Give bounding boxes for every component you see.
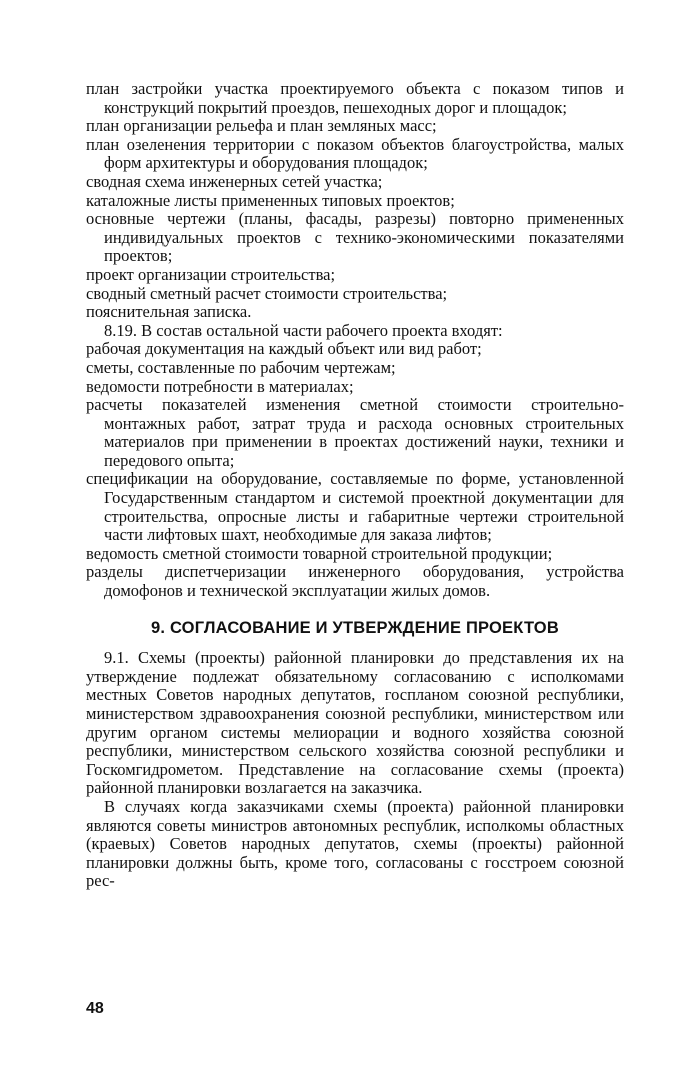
clause-8-19: 8.19. В состав остальной части рабочего проекта входят: [104, 320, 503, 340]
list-item: разделы диспетчеризации инженерного оборудования, устройства домофонов и технической эксплуатации жилых домов. [86, 562, 624, 601]
list-item: план озеленения территории с показом объектов благоустройства, малых форм архитектуры и оборудования площадок; [86, 134, 624, 173]
list-item: рабочая документация на каждый объект или вид работ; [86, 339, 482, 359]
list-item: проект организации строительства; [86, 264, 336, 284]
section-heading: 9. СОГЛАСОВАНИЕ И УТВЕРЖДЕНИЕ ПРОЕКТОВ [151, 618, 559, 637]
page-number: 48 [86, 1000, 104, 1017]
list-item: сметы, составленные по рабочим чертежам; [86, 357, 396, 377]
list-item: сводная схема инженерных сетей участка; [86, 171, 383, 191]
list-item: спецификации на оборудование, составляемые по форме, установленной Государственным стандартом и системой проектной документации для строительства, опросные листы и габаритные чертежи строительной части лифтовых шахт, необходимые для заказа лифтов; [86, 469, 624, 545]
list-item: ведомости потребности в материалах; [86, 376, 354, 396]
list-item: каталожные листы примененных типовых проектов; [86, 190, 455, 210]
list-item: сводный сметный расчет стоимости строительства; [86, 283, 448, 303]
list-item: план организации рельефа и план земляных масс; [86, 116, 437, 136]
list-item: ведомость сметной стоимости товарной строительной продукции; [86, 543, 553, 563]
document-page [86, 80, 624, 891]
list-item: пояснительная записка. [86, 302, 252, 322]
paragraph-continuation: В случаях когда заказчиками схемы (проекта) районной планировки являются советы министров автономных республик, исполкомы областных (краевых) Советов народных депутатов, схемы (проекты) районной планировки должны быть, кроме того, согласованы с госстроем союзной рес- [86, 796, 624, 891]
paragraph-9-1: 9.1. Схемы (проекты) районной планировки до представления их на утверждение подлежат обязательному согласованию с исполкомами местных Советов народных депутатов, госпланом союзной республики, министерством здравоохранения союзной республики, министерством или другим органом системы мелиорации и водного хозяйства союзной республики, министерством сельского хозяйства союзной республики и Госкомгидрометом. Представление на согласование схемы (проекта) районной планировки возлагается на заказчика. [86, 648, 624, 798]
list-item: план застройки участка проектируемого объекта с показом типов и конструкций покрытий проездов, пешеходных дорог и площадок; [86, 79, 624, 117]
list-item: основные чертежи (планы, фасады, разрезы) повторно примененных индивидуальных проектов с технико-экономическими показателями проектов; [86, 209, 624, 266]
list-item: расчеты показателей изменения сметной стоимости строительно-монтажных работ, затрат труда и расхода основных строительных материалов при применении в проектах достижений науки, техники и передового опыта; [86, 395, 624, 470]
